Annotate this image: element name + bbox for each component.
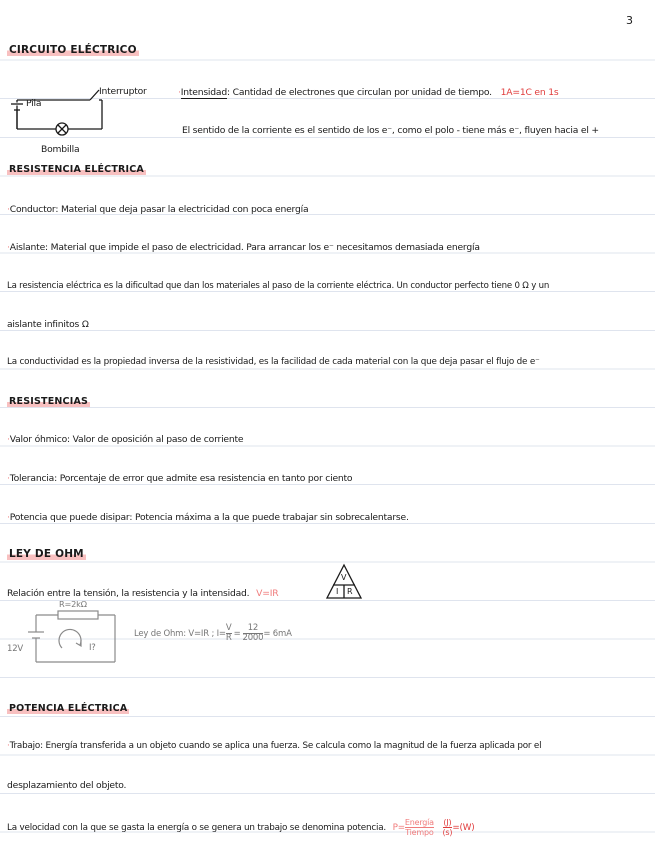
ohm-formula: V=IR: [256, 588, 279, 599]
term-potencia-disipar: Potencia que puede disipar: [9, 512, 130, 523]
def-valor: : Valor de oposición al paso de corriente: [67, 434, 244, 445]
def-trabajo-a: : Energía transferida a un objeto cuando se aplica una fuerza. Se calcula como la magnitud de la fuerza aplicada por el: [40, 741, 542, 751]
def-aislante: : Material que impide el paso de electricidad. Para arrancar los e⁻ necesitamos demasiada energía: [45, 242, 480, 253]
potencia-formula: [392, 818, 434, 837]
def-conductor: : Material que deja pasar la electricidad con poca energía: [55, 204, 309, 215]
title-text: LEY DE OHM: [9, 548, 84, 560]
relacion-text: Relación entre la tensión, la resistencia y la intensidad.: [7, 588, 250, 599]
parrafo-resistencia-b: aislante infinitos Ω: [7, 319, 89, 330]
triangle-i: I: [336, 587, 339, 596]
sentido-line: El sentido de la corriente es el sentido de los e⁻, como el polo - tiene más e⁻, fluyen hacia el +: [182, 125, 599, 136]
def-tolerancia: : Porcentaje de error que admite esa resistencia en tanto por ciento: [54, 473, 353, 484]
title-text: CIRCUITO ELÉCTRICO: [9, 44, 137, 56]
trabajo-line: [7, 741, 541, 752]
term-valor: Valor óhmico: [9, 434, 68, 445]
frac-num: (J): [443, 818, 452, 827]
triangle-v: V: [341, 573, 347, 582]
intensidad-equation: 1A=1C en 1s: [500, 87, 559, 98]
fraction-12-over-2000: [243, 624, 264, 643]
title-text: RESISTENCIA ELÉCTRICA: [9, 164, 144, 175]
bullet-dot: ·: [7, 242, 10, 253]
bullet-dot: ·: [7, 741, 10, 751]
section-title-potencia: [7, 703, 129, 714]
title-text: POTENCIA ELÉCTRICA: [9, 703, 128, 714]
page-number: 3: [626, 14, 633, 27]
frac-den: (s): [442, 828, 453, 837]
label-pila: Pila: [26, 98, 42, 109]
term-conductor: Conductor: [9, 204, 56, 215]
label-interruptor: Interruptor: [99, 86, 147, 97]
bullet-dot: ·: [7, 204, 10, 215]
frac-den: R: [225, 633, 232, 643]
triangle-r: R: [347, 587, 353, 596]
calc-result: = 6mA: [263, 629, 292, 639]
trabajo-line-b: desplazamiento del objeto.: [7, 780, 127, 791]
voltage-label: 12V: [7, 644, 24, 654]
def-intensidad: : Cantidad de electrones que circulan por unidad de tiempo.: [226, 87, 492, 98]
parrafo-conductividad: La conductividad es la propiedad inversa de la resistividad, es la facilidad de cada material con la que deja pasar el flujo de e⁻: [7, 357, 540, 367]
term-tolerancia: Tolerancia: [9, 473, 55, 484]
frac-den: Tiempo: [405, 828, 434, 837]
fraction-v-over-r: [226, 624, 232, 643]
current-label: I?: [89, 643, 96, 653]
bullet-dot: ·: [7, 473, 10, 484]
parrafo-resistencia-a: La resistencia eléctrica es la dificultad que dan los materiales al paso de la corriente eléctrica. Un conductor perfecto tiene 0 Ω y un: [7, 281, 550, 291]
calc-equals: =: [233, 629, 241, 639]
units-formula: [442, 818, 475, 837]
bullet-dot: ·: [7, 512, 10, 523]
term-trabajo: Trabajo: [9, 741, 41, 751]
calc-prefix: Ley de Ohm: V=IR ; I=: [134, 629, 226, 639]
resistor-label: R=2kΩ: [59, 599, 87, 609]
bullet-dot: ·: [178, 87, 181, 98]
fraction-j-s: [443, 818, 453, 837]
velocidad-line: [7, 818, 474, 837]
velocidad-text: La velocidad con la que se gasta la energía o se genera un trabajo se denomina potencia.: [7, 823, 386, 833]
frac-den: 2000: [242, 633, 264, 643]
label-bombilla: Bombilla: [41, 144, 80, 155]
fraction-energia-tiempo: [405, 818, 434, 837]
term-intensidad: Intensidad: [180, 87, 227, 98]
frac-num: V: [225, 623, 232, 633]
ohm-calculation: [134, 624, 292, 643]
unit-result: =(W): [452, 823, 475, 833]
title-text: RESISTENCIAS: [9, 396, 89, 407]
bullet-dot: ·: [7, 434, 10, 445]
p-equals: P=: [392, 823, 405, 833]
frac-num: 12: [243, 624, 264, 634]
def-potencia-disipar: : Potencia máxima a la que puede trabajar sin sobrecalentarse.: [129, 512, 409, 523]
term-aislante: Aislante: [9, 242, 46, 253]
frac-num: Energía: [404, 818, 434, 827]
